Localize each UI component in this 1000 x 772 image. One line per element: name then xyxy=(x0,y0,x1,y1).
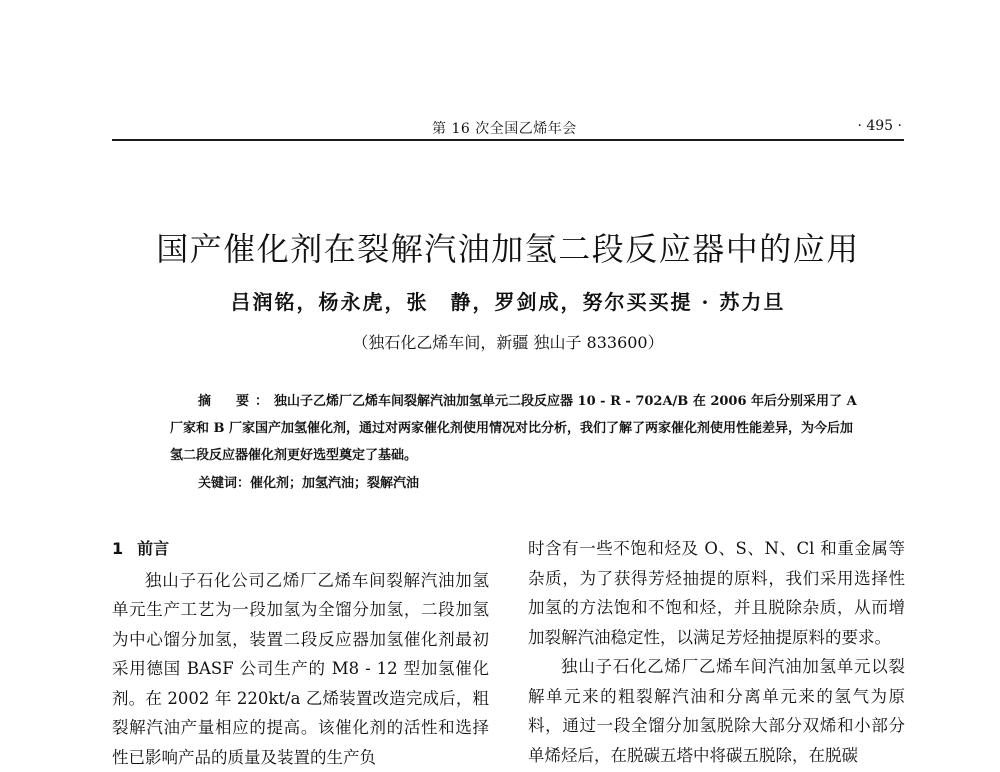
article-title: 国产催化剂在裂解汽油加氢二段反应器中的应用 xyxy=(112,224,904,270)
body-paragraph: 时含有一些不饱和烃及 O、S、N、Cl 和重金属等杂质，为了获得芳烃抽提的原料，我们采用选择性加氢的方法饱和不饱和烃，并且脱除杂质，从而增加裂解汽油稳定性，以满足芳烃抽提原料的要求。 xyxy=(528,534,905,652)
authors: 吕润铭，杨永虎，张 静，罗剑成，努尔买买提 · 苏力旦 xyxy=(112,286,904,315)
abstract xyxy=(170,388,860,469)
running-head: 第 16 次全国乙烯年会 xyxy=(432,118,577,138)
page-number: · 495 · xyxy=(857,118,902,134)
affiliation: （独石化乙烯车间，新疆 独山子 833600） xyxy=(112,330,904,353)
abstract-text: 独山子乙烯厂乙烯车间裂解汽油加氢单元二段反应器 10 - R - 702A/B 在 2006 年后分别采用了 A 厂家和 B 厂家国产加氢催化剂，通过对两家催化剂使用情况对比分析，我们了解了两家催化剂使用性能差异，为今后加氢二段反应器催化剂更好选型奠定了基础。 xyxy=(170,394,857,463)
header-rule xyxy=(112,139,904,141)
section-heading xyxy=(112,534,489,564)
right-column xyxy=(528,534,905,770)
abstract-label: 摘 要： xyxy=(198,394,274,409)
section-number: 1 xyxy=(112,539,123,558)
left-column xyxy=(112,534,489,772)
keywords xyxy=(198,472,419,491)
body-paragraph: 独山子石化乙烯厂乙烯车间汽油加氢单元以裂解单元来的粗裂解汽油和分离单元来的氢气为原料，通过一段全馏分加氢脱除大部分双烯和小部分单烯烃后，在脱碳五塔中将碳五脱除，在脱碳 xyxy=(528,652,905,770)
keywords-label: 关键词： xyxy=(198,476,250,491)
body-paragraph: 独山子石化公司乙烯厂乙烯车间裂解汽油加氢单元生产工艺为一段加氢为全馏分加氢，二段加氢为中心馏分加氢，装置二段反应器加氢催化剂最初采用德国 BASF 公司生产的 M8 - 12 型加氢催化剂。在 2002 年 220kt/a 乙烯装置改造完成后，粗裂解汽油产量相应的提高。该催化剂的活性和选择性已影响产品的质量及装置的生产负 xyxy=(112,566,489,772)
keywords-text: 催化剂；加氢汽油；裂解汽油 xyxy=(250,476,419,491)
section-title: 前言 xyxy=(137,539,169,558)
